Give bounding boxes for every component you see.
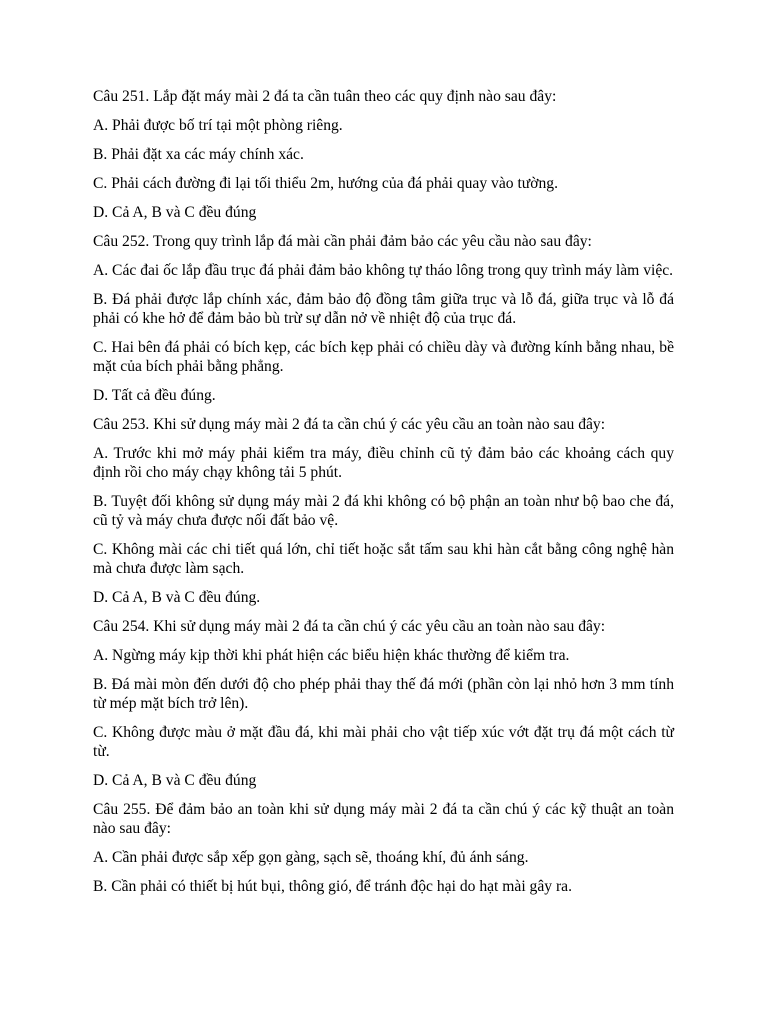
answer-252-d: D. Tất cả đều đúng. bbox=[93, 387, 216, 404]
answer-255-a: A. Cần phải được sắp xếp gọn gàng, sạch sẽ, thoáng khí, đủ ánh sáng. bbox=[93, 849, 529, 866]
answer-253-a: A. Trước khi mở máy phải kiểm tra máy, điều chỉnh cũ tỷ đảm bảo các khoảng cách quy định rồi cho máy chạy không tải 5 phút. bbox=[93, 445, 674, 481]
answer-255-b: B. Cần phải có thiết bị hút bụi, thông gió, để tránh độc hại do hạt mài gây ra. bbox=[93, 878, 572, 895]
question-252: Câu 252. Trong quy trình lắp đá mài cần phải đảm bảo các yêu cầu nào sau đây: bbox=[93, 233, 592, 250]
answer-252-c: C. Hai bên đá phải có bích kẹp, các bích kẹp phải có chiều dày và đường kính bằng nhau, bề mặt của bích phải bằng phẳng. bbox=[93, 339, 674, 375]
answer-254-c: C. Không được màu ở mặt đầu đá, khi mài phải cho vật tiếp xúc vớt đặt trụ đá một cách từ từ. bbox=[93, 724, 674, 760]
answer-252-b: B. Đá phải được lắp chính xác, đảm bảo độ đồng tâm giữa trục và lỗ đá, giữa trục và lỗ đá phải có khe hở để đảm bảo bù trừ sự dẫn nở về nhiệt độ của trục đá. bbox=[93, 291, 674, 327]
question-255: Câu 255. Để đảm bảo an toàn khi sử dụng máy mài 2 đá ta cần chú ý các kỹ thuật an toàn nào sau đây: bbox=[93, 801, 674, 837]
question-254: Câu 254. Khi sử dụng máy mài 2 đá ta cần chú ý các yêu cầu an toàn nào sau đây: bbox=[93, 618, 606, 635]
answer-253-c: C. Không mài các chi tiết quá lớn, chỉ tiết hoặc sắt tấm sau khi hàn cắt bằng công nghệ hàn mà chưa được làm sạch. bbox=[93, 541, 674, 577]
answer-254-a: A. Ngừng máy kịp thời khi phát hiện các biểu hiện khác thường để kiểm tra. bbox=[93, 647, 570, 664]
answer-251-a: A. Phải được bố trí tại một phòng riêng. bbox=[93, 117, 343, 134]
answer-254-d: D. Cả A, B và C đều đúng bbox=[93, 772, 257, 789]
question-251: Câu 251. Lắp đặt máy mài 2 đá ta cần tuân theo các quy định nào sau đây: bbox=[93, 88, 557, 105]
answer-251-b: B. Phải đặt xa các máy chính xác. bbox=[93, 146, 304, 163]
answer-251-d: D. Cả A, B và C đều đúng bbox=[93, 204, 257, 221]
answer-253-b: B. Tuyệt đối không sử dụng máy mài 2 đá khi không có bộ phận an toàn như bộ bao che đá, cũ tỷ và máy chưa được nối đất bảo vệ. bbox=[93, 493, 674, 529]
answer-252-a: A. Các đai ốc lắp đầu trục đá phải đảm bảo không tự tháo lông trong quy trình máy làm việc. bbox=[93, 262, 674, 279]
answer-251-c: C. Phải cách đường đi lại tối thiểu 2m, hướng của đá phải quay vào tường. bbox=[93, 175, 558, 192]
question-253: Câu 253. Khi sử dụng máy mài 2 đá ta cần chú ý các yêu cầu an toàn nào sau đây: bbox=[93, 416, 606, 433]
document-body bbox=[93, 87, 674, 906]
answer-253-d: D. Cả A, B và C đều đúng. bbox=[93, 589, 261, 606]
answer-254-b: B. Đá mài mòn đến dưới độ cho phép phải thay thế đá mới (phần còn lại nhỏ hơn 3 mm tính từ mép mặt bích trở lên). bbox=[93, 676, 674, 712]
